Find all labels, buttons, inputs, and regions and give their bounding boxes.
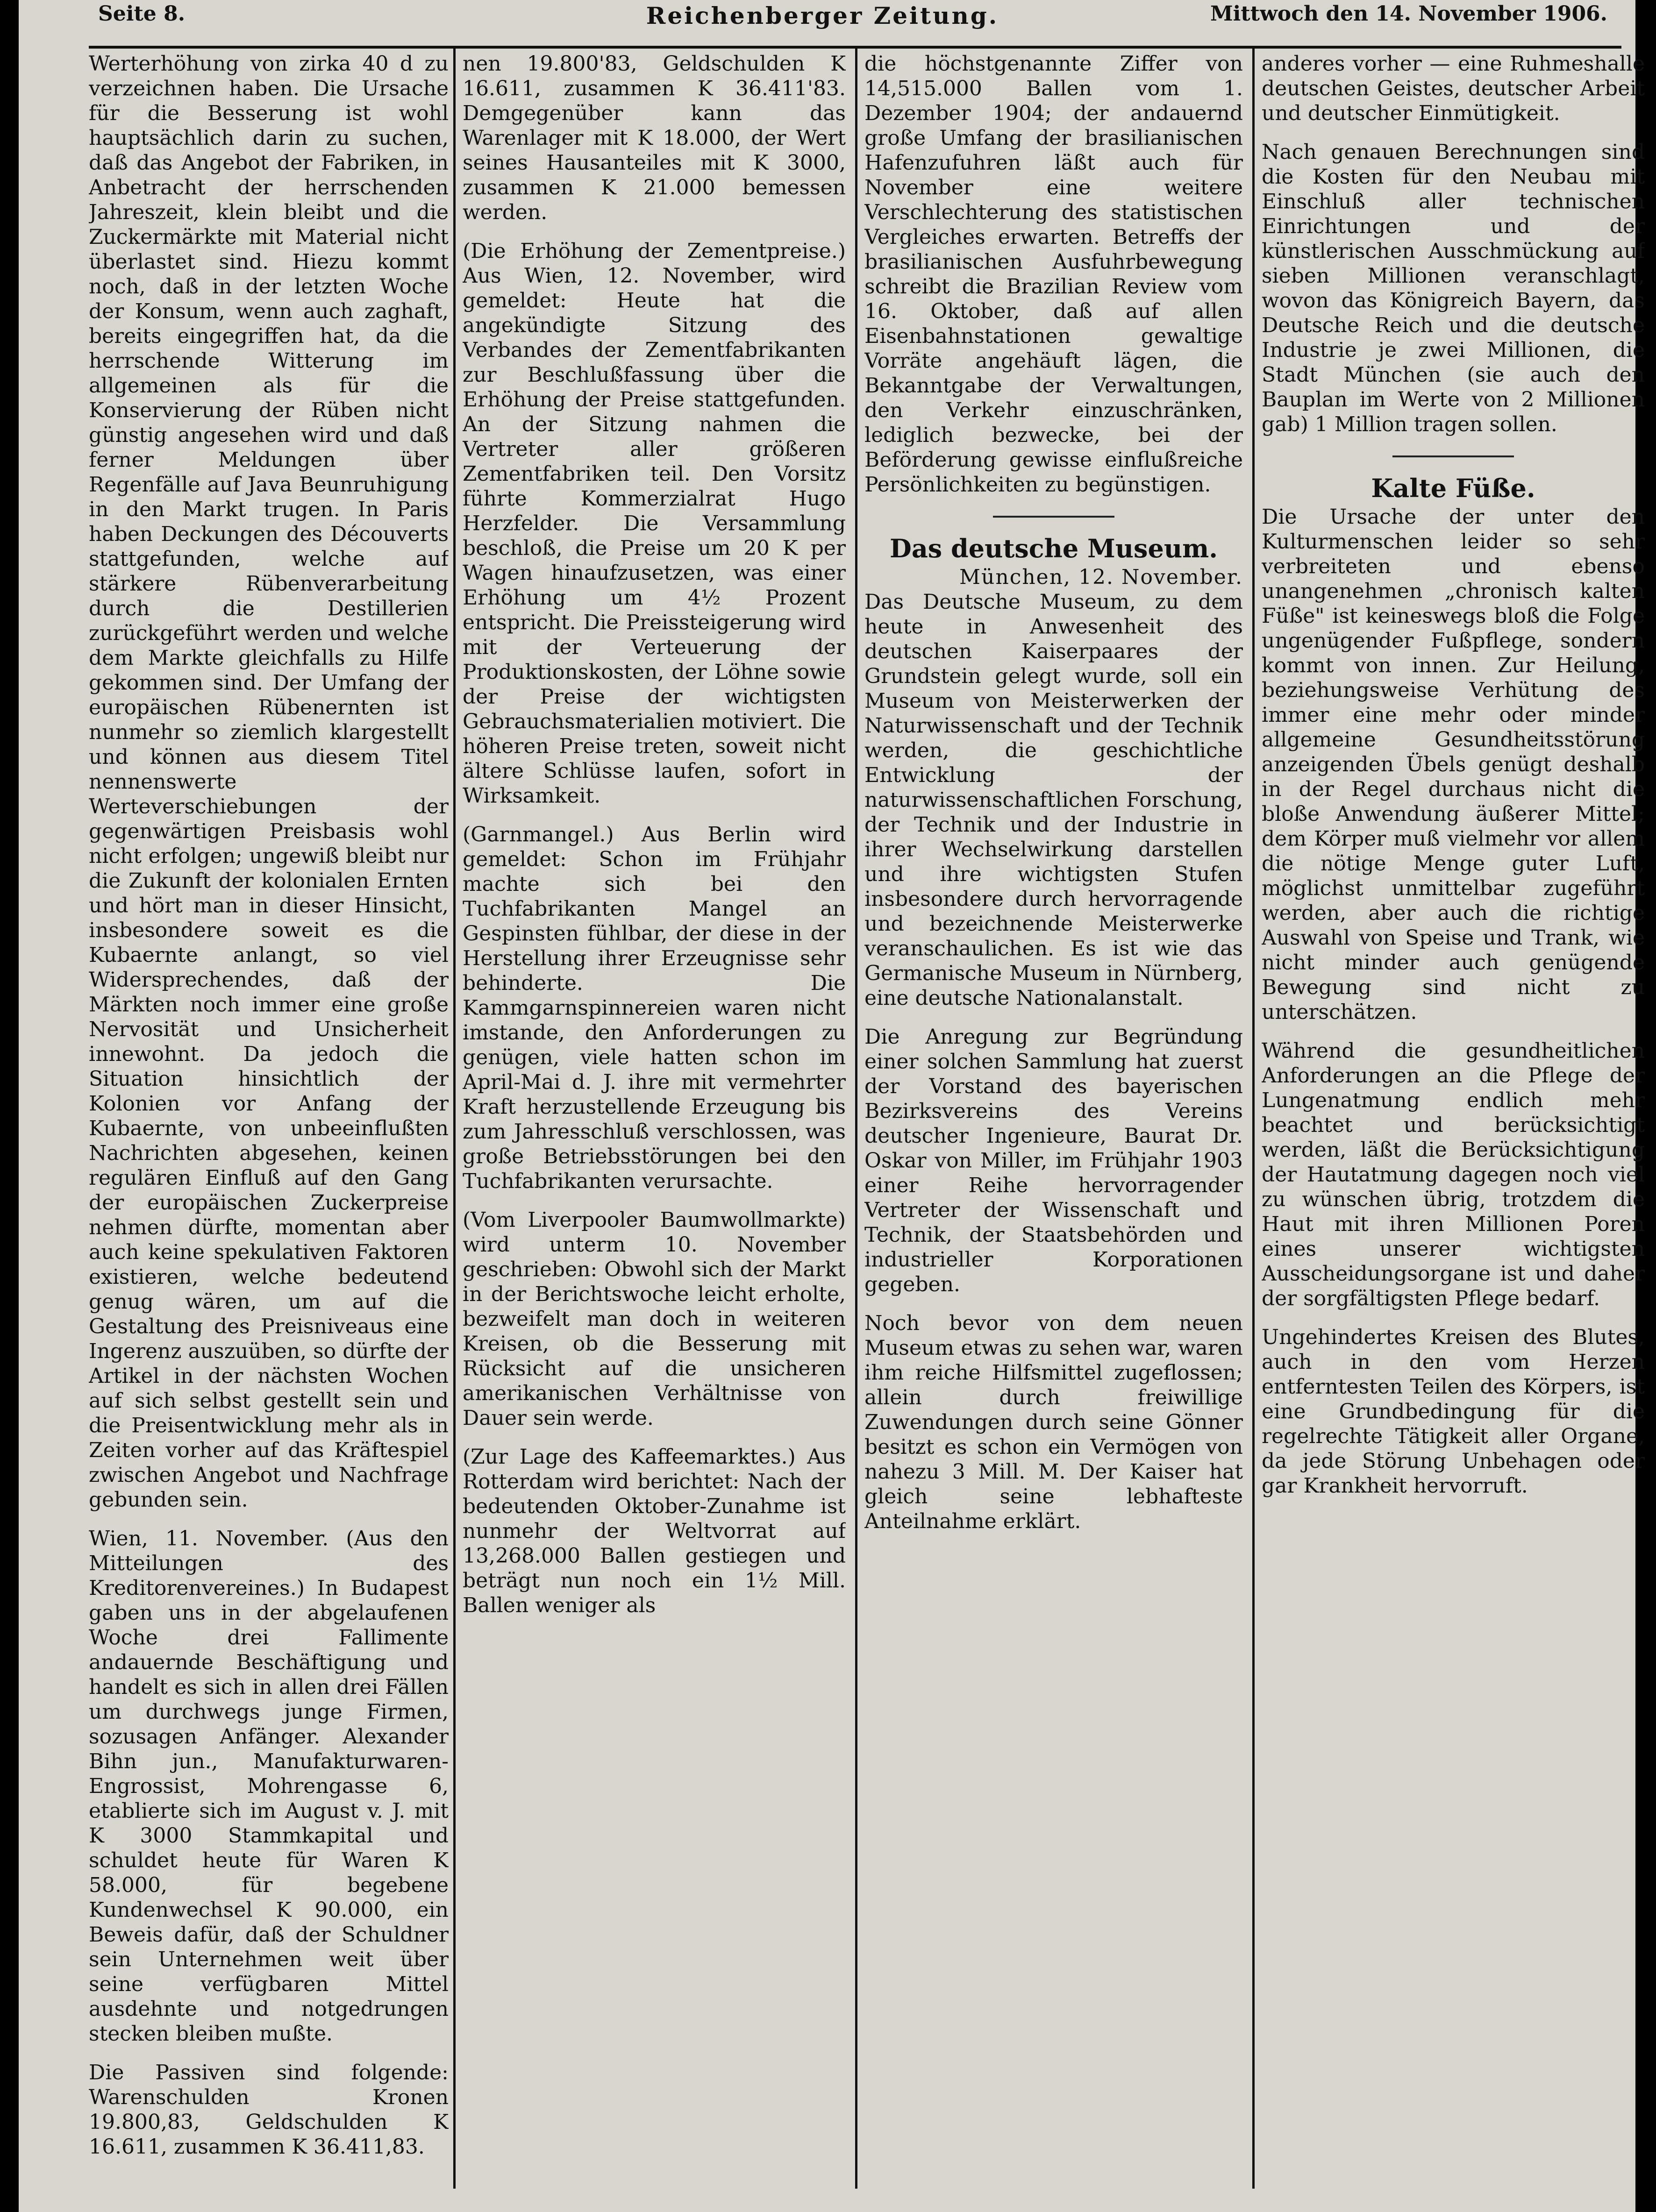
column-1 [89, 51, 449, 2182]
article-text: Noch bevor von dem neuen Museum etwas zu sehen war, waren ihm reiche Hilfsmittel zugeflossen; allein durch freiwillige Zuwendungen durch seine Gönner besitzt es schon ein Vermögen von nahezu 3 Mill. M. Der Kaiser hat gleich seine lebhafteste Anteilnahme erklärt. [864, 1311, 1243, 1533]
newspaper-title: Reichenberger Zeitung. [646, 2, 999, 29]
section-title: Kalte Füße. [1371, 473, 1535, 503]
column-divider [453, 49, 456, 2189]
section-title: Das deutsche Museum. [889, 533, 1218, 563]
column-2 [463, 51, 846, 2182]
column-divider [855, 49, 857, 2189]
newspaper-page [19, 0, 1645, 2212]
article-text: Ungehindertes Kreisen des Blutes, auch in den vom Herzen entferntesten Teilen des Körpers, ist eine Grundbedingung für die regelrechte Tätigkeit aller Organe, da jede Störung Unbehagen oder gar Krankheit hervorruft. [1262, 1325, 1645, 1498]
article-text: Wien, 11. November. (Aus den Mitteilungen des Kreditorenvereines.) In Budapest gaben uns in der abgelaufenen Woche drei Fallimente andauernde Beschäftigung und handelt es sich in allen drei Fällen um durchwegs junge Firmen, sozusagen Anfänger. Alexander Bihn jun., Manufakturwaren-Engrossist, Mohrengasse 6, etablierte sich im August v. J. mit K 3000 Stammkapital und schuldet heute für Waren K 58.000, für begebene Kundenwechsel K 90.000, ein Beweis dafür, daß der Schuldner sein Unternehmen weit über seine verfügbaren Mittel ausdehnte und notgedrungen stecken bleiben mußte. [89, 1527, 449, 2046]
page-number: Seite 8. [98, 2, 186, 26]
article-text: (Vom Liverpooler Baumwollmarkte) wird unterm 10. November geschrieben: Obwohl sich der Markt in der Berichtswoche leicht erholte, bezweifelt man doch in weiteren Kreisen, ob die Besserung mit Rücksicht auf die unsicheren amerikanischen Verhältnisse von Dauer sein werde. [463, 1208, 846, 1430]
article-text: die höchstgenannte Ziffer von 14,515.000 Ballen vom 1. Dezember 1904; der andauernd große Umfang der brasilianischen Hafenzufuhren läßt auch für November eine weitere Verschlechterung des statistischen Vergleiches erwarten. Betreffs der brasilianischen Ausfuhrbewegung schreibt die Brazilian Review vom 16. Oktober, daß auf allen Eisenbahnstationen gewaltige Vorräte angehäuft lägen, die Bekanntgabe der Verwaltungen, den Verkehr einzuschränken, lediglich bezwecke, bei der Beförderung gewisse einflußreiche Persönlichkeiten zu begünstigen. [864, 52, 1243, 497]
dateline: München, 12. November. [959, 565, 1243, 589]
article-text: (Zur Lage des Kaffeemarktes.) Aus Rotterdam wird berichtet: Nach der bedeutenden Oktober-Zunahme ist nunmehr der Weltvorrat auf 13,268.000 Ballen gestiegen und beträgt nun noch ein 1½ Mill. Ballen weniger als [463, 1445, 846, 1617]
article-text: nen 19.800'83, Geldschulden K 16.611, zusammen K 36.411'83. Demgegenüber kann das Warenlager mit K 18.000, der Wert seines Hausanteiles mit K 3000, zusammen K 21.000 bemessen werden. [463, 52, 846, 224]
column-3 [864, 51, 1243, 2182]
column-divider [1252, 49, 1255, 2189]
article-text: Während die gesundheitlichen Anforderungen an die Pflege der Lungenatmung endlich mehr beachtet und berücksichtigt werden, läßt die Berücksichtigung der Hautatmung dagegen noch viel zu wünschen übrig, trotzdem die Haut mit ihren Millionen Poren eines unserer wichtigsten Ausscheidungsorgane ist und daher der sorgfältigsten Pflege bedarf. [1262, 1039, 1645, 1310]
article-text: Die Ursache der unter den Kulturmenschen leider so sehr verbreiteten und ebenso unangenehmen „chronisch kalten Füße" ist keineswegs bloß die Folge ungenügender Fußpflege, sondern kommt von innen. Zur Heilung, beziehungsweise Verhütung des immer eine mehr oder minder allgemeine Gesundheitsstörung anzeigenden Übels genügt deshalb in der Regel durchaus nicht die bloße Anwendung äußerer Mittel; dem Körper muß vielmehr vor allem die nötige Menge guter Luft, möglichst unmittelbar zugeführt werden, aber auch die richtige Auswahl von Speise und Trank, wie nicht minder auch genügende Bewegung sind nicht zu unterschätzen. [1262, 505, 1645, 1024]
issue-date: Mittwoch den 14. November 1906. [1210, 2, 1607, 26]
section-separator [1392, 455, 1514, 457]
column-4 [1262, 51, 1645, 2182]
article-text: Die Anregung zur Begründung einer solchen Sammlung hat zuerst der Vorstand des bayerischen Bezirksvereins des Vereins deutscher Ingenieure, Baurat Dr. Oskar von Miller, im Frühjahr 1903 einer Reihe hervorragender Vertreter der Wissenschaft und Technik, der Staatsbehörden und industrieller Korporationen gegeben. [864, 1025, 1243, 1296]
article-text: Die Passiven sind folgende: Warenschulden Kronen 19.800,83, Geldschulden K 16.611, zusammen K 36.411,83. [89, 2061, 449, 2159]
section-separator [993, 516, 1114, 518]
article-text: Das Deutsche Museum, zu dem heute in Anwesenheit des deutschen Kaiserpaares der Grundstein gelegt wurde, soll ein Museum von Meisterwerken der Naturwissenschaft und der Technik werden, die geschichtliche Entwicklung der naturwissenschaftlichen Forschung, der Technik und der Industrie in ihrer Wechselwirkung darstellen und ihre wichtigsten Stufen insbesondere durch hervorragende und bezeichnende Meisterwerke veranschaulichen. Es ist wie das Germanische Museum in Nürnberg, eine deutsche Nationalanstalt. [864, 590, 1243, 1010]
article-text: (Die Erhöhung der Zementpreise.) Aus Wien, 12. November, wird gemeldet: Heute hat die angekündigte Sitzung des Verbandes der Zementfabrikanten zur Beschlußfassung über die Erhöhung der Preise stattgefunden. An der Sitzung nahmen die Vertreter aller größeren Zementfabriken teil. Den Vorsitz führte Kommerzialrat Hugo Herzfelder. Die Versammlung beschloß, die Preise um 20 K per Wagen hinaufzusetzen, was einer Erhöhung um 4½ Prozent entspricht. Die Preissteigerung wird mit der Verteuerung der Produktionskosten, der Löhne sowie der Preise der wichtigsten Gebrauchsmaterialien motiviert. Die höheren Preise treten, soweit nicht ältere Schlüsse laufen, sofort in Wirksamkeit. [463, 239, 846, 808]
article-text: Werterhöhung von zirka 40 d zu verzeichnen haben. Die Ursache für die Besserung ist wohl hauptsächlich darin zu suchen, daß das Angebot der Fabriken, in Anbetracht der herrschenden Jahreszeit, klein bleibt und die Zuckermärkte mit Material nicht überlastet sind. Hiezu kommt noch, daß in der letzten Woche der Konsum, wenn auch zaghaft, bereits eingegriffen hat, da die herrschende Witterung im allgemeinen als für die Konservierung der Rüben nicht günstig angesehen wird und daß ferner Meldungen über Regenfälle auf Java Beunruhigung in den Markt trugen. In Paris haben Deckungen des Découverts stattgefunden, welche auf stärkere Rübenverarbeitung durch die Destillerien zurückgeführt werden und welche dem Markte gleichfalls zu Hilfe gekommen sind. Der Umfang der europäischen Rübenernten ist nunmehr so ziemlich klargestellt und können aus diesem Titel nennenswerte Werteverschiebungen der gegenwärtigen Preisbasis wohl nicht erfolgen; ungewiß bleibt nur die Zukunft der kolonialen Ernten und hört man in dieser Hinsicht, insbesondere soweit es die Kubaernte anlangt, so viel Widersprechendes, daß der Märkten noch immer eine große Nervosität und Unsicherheit innewohnt. Da jedoch die Situation hinsichtlich der Kolonien vor Anfang der Kubaernte, von unbeeinflußten Nachrichten abgesehen, keinen regulären Einfluß auf den Gang der europäischen Zuckerpreise nehmen dürfte, momentan aber auch keine spekulativen Faktoren existieren, welche bedeutend genug wären, um auf die Gestaltung des Preisniveaus eine Ingerenz auszuüben, so dürfte der Artikel in der nächsten Wochen auf sich selbst gestellt sein und die Preisentwicklung mehr als in Zeiten vorher auf das Kräftespiel zwischen Angebot und Nachfrage gebunden sein. [89, 52, 449, 1512]
article-text: anderes vorher — eine Ruhmeshalle deutschen Geistes, deutscher Arbeit und deutscher Einmütigkeit. [1262, 52, 1645, 125]
article-text: Nach genauen Berechnungen sind die Kosten für den Neubau mit Einschluß aller technischen Einrichtungen und der künstlerischen Ausschmückung auf sieben Millionen veranschlagt, wovon das Königreich Bayern, das Deutsche Reich und die deutsche Industrie je zwei Millionen, die Stadt München (sie auch den Bauplan im Werte von 2 Millionen gab) 1 Million tragen sollen. [1262, 140, 1645, 436]
article-text: (Garnmangel.) Aus Berlin wird gemeldet: Schon im Frühjahr machte sich bei den Tuchfabrikanten Mangel an Gespinsten fühlbar, der diese in der Herstellung ihrer Erzeugnisse sehr behinderte. Die Kammgarnspinnereien waren nicht imstande, den Anforderungen zu genügen, viele hatten schon im April-Mai d. J. ihre mit vermehrter Kraft herzustellende Erzeugung bis zum Jahresschluß verschlossen, was große Betriebsstörungen bei den Tuchfabrikanten verursachte. [463, 823, 846, 1193]
